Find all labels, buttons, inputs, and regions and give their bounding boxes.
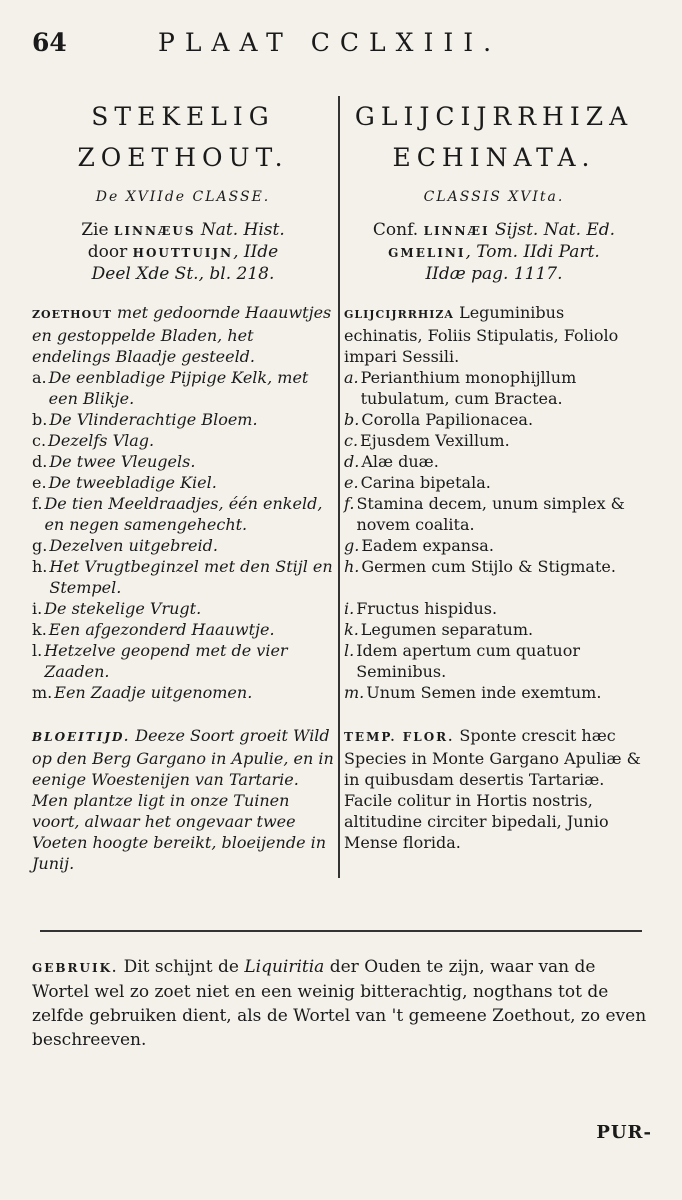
item-text: Idem apertum cum quatuor Seminibus. xyxy=(356,641,581,681)
item-label: a. xyxy=(344,368,359,387)
item-label: h. xyxy=(344,557,360,576)
item-label: i. xyxy=(344,599,355,618)
item-label: l. xyxy=(344,641,355,660)
item-label: b. xyxy=(344,410,360,429)
list-item xyxy=(344,598,644,619)
description-text: met gedoornde Haauwtjes en gestoppelde Bladen, het endelings Blaadje gesteeld. xyxy=(32,303,332,366)
ref-volume: IIdæ pag. 1117. xyxy=(425,264,563,284)
item-text: Dezelfs Vlag. xyxy=(48,431,155,450)
list-item xyxy=(32,682,334,703)
description-lead: ZOETHOUT xyxy=(32,308,112,321)
description-text: Leguminibus echinatis, Foliis Stipulatis, Foliolo impari Sessili. xyxy=(344,303,619,366)
item-label: k. xyxy=(32,620,47,639)
latin-column xyxy=(344,98,644,853)
plate-header: PLAAT CCLXIII. xyxy=(158,28,502,57)
item-text: Ejusdem Vexillum. xyxy=(360,431,510,450)
list-item xyxy=(344,493,644,535)
list-item xyxy=(344,409,644,430)
item-label: g. xyxy=(32,536,48,555)
item-text: De tien Meeldraadjes, één enkeld, en negen samengehecht. xyxy=(44,494,323,534)
item-label: f. xyxy=(32,494,43,513)
item-text: Dezelven uitgebreid. xyxy=(49,536,218,555)
ref-author: HOUTTUIJN xyxy=(132,246,234,260)
item-text: Unum Semen inde exemtum. xyxy=(366,683,602,702)
item-text: Een Zaadje uitgenomen. xyxy=(54,683,253,702)
flowering-text: Sponte crescit hæc Species in Monte Gargano Apuliæ & in quibusdam desertis Tartariæ. Facile colitur in Hortis nostris, altitudine circiter bipedali, Junio Mense florida. xyxy=(344,726,641,852)
list-item xyxy=(32,409,334,430)
list-item xyxy=(32,472,334,493)
ref-author: GMELINI xyxy=(388,246,466,260)
dutch-description xyxy=(32,302,334,367)
list-item xyxy=(344,556,644,577)
description-lead: GLIJCIJRRHIZA xyxy=(344,308,454,321)
page-number: 64 xyxy=(32,28,67,57)
usage-text: Dit schijnt de xyxy=(118,957,245,977)
list-item xyxy=(32,619,334,640)
usage-text: der Ouden te zijn, waar van de Wortel wel zo zoet niet en een weinig bitterachtig, nogthans tot de zelfde gebruiken dient, als de Wortel van 't gemeene Zoethout, zo even beschreeven. xyxy=(32,957,647,1050)
item-text: De tweebladige Kiel. xyxy=(48,473,217,492)
list-item xyxy=(344,640,644,682)
dutch-class: De XVIIde CLASSE. xyxy=(95,189,271,205)
usage-term: Liquiritia xyxy=(244,957,325,977)
item-text: Corolla Papilionacea. xyxy=(361,410,534,429)
dutch-title-line2: ZOETHOUT. xyxy=(77,143,289,172)
catchword: PUR- xyxy=(596,1122,652,1143)
latin-reference xyxy=(344,220,644,284)
item-text: Eadem expansa. xyxy=(361,536,494,555)
usage-lead: GEBRUIK. xyxy=(32,961,119,975)
list-item xyxy=(344,472,644,493)
item-text: Perianthium monophijllum tubulatum, cum Bractea. xyxy=(360,368,577,408)
item-label: f. xyxy=(344,494,355,513)
horizontal-rule xyxy=(40,930,642,932)
ref-volume: Deel Xde St., bl. 218. xyxy=(91,264,275,284)
usage-note xyxy=(32,955,648,1052)
list-item xyxy=(344,682,644,703)
latin-class: CLASSIS XVIta. xyxy=(423,189,565,205)
ref-work: Sijst. Nat. Ed. xyxy=(489,220,616,240)
latin-title-line2: ECHINATA. xyxy=(392,143,596,172)
list-item xyxy=(32,493,334,535)
dutch-flowering-note xyxy=(32,725,334,874)
item-label: k. xyxy=(344,620,359,639)
ref-work: , Tom. IIdi Part. xyxy=(465,242,600,262)
list-item xyxy=(32,367,334,409)
list-item xyxy=(32,556,334,598)
list-item xyxy=(32,598,334,619)
list-item xyxy=(344,430,644,451)
list-item xyxy=(344,535,644,556)
item-label: c. xyxy=(344,431,359,450)
item-label: d. xyxy=(32,452,48,471)
list-item xyxy=(344,367,644,409)
item-text: De Vlinderachtige Bloem. xyxy=(49,410,258,429)
ref-work: Nat. Hist. xyxy=(195,220,285,240)
item-text: Carina bipetala. xyxy=(360,473,491,492)
flowering-lead: TEMP. FLOR. xyxy=(344,730,455,744)
item-label: a. xyxy=(32,368,47,387)
item-text: Hetzelve geopend met de vier Zaaden. xyxy=(44,641,288,681)
item-label: l. xyxy=(32,641,43,660)
item-text: De stekelige Vrugt. xyxy=(44,599,202,618)
item-label: e. xyxy=(344,473,359,492)
item-label: i. xyxy=(32,599,43,618)
dutch-column xyxy=(32,98,334,874)
ref-text: door xyxy=(87,242,133,262)
ref-work: , IIde xyxy=(233,242,279,262)
list-item xyxy=(32,430,334,451)
item-text: Germen cum Stijlo & Stigmate. xyxy=(361,557,616,576)
list-item xyxy=(344,451,644,472)
ref-author: LINNÆI xyxy=(423,224,490,238)
list-spacer xyxy=(344,577,644,598)
item-text: Legumen separatum. xyxy=(360,620,534,639)
ref-text: Conf. xyxy=(372,220,424,240)
column-divider xyxy=(338,96,340,878)
latin-title-line1: GLIJCIJRRHIZA xyxy=(354,102,634,131)
item-label: m. xyxy=(344,683,365,702)
item-label: m. xyxy=(32,683,53,702)
list-item xyxy=(32,535,334,556)
dutch-reference xyxy=(32,220,334,284)
item-label: h. xyxy=(32,557,48,576)
item-label: b. xyxy=(32,410,48,429)
item-label: e. xyxy=(32,473,47,492)
ref-author: LINNÆUS xyxy=(113,224,196,238)
latin-flowering-note xyxy=(344,725,644,853)
item-text: De eenbladige Pijpige Kelk, met een Blikje. xyxy=(48,368,309,408)
latin-description xyxy=(344,302,644,367)
list-item xyxy=(32,451,334,472)
flowering-lead: BLOEITIJD. xyxy=(32,730,131,744)
item-text: Stamina decem, unum simplex & novem coalita. xyxy=(356,494,625,534)
list-item xyxy=(344,619,644,640)
item-label: g. xyxy=(344,536,360,555)
item-text: Fructus hispidus. xyxy=(356,599,498,618)
list-item xyxy=(32,640,334,682)
item-text: De twee Vleugels. xyxy=(49,452,196,471)
item-text: Alæ duæ. xyxy=(361,452,439,471)
flowering-text: Deeze Soort groeit Wild op den Berg Gargano in Apulie, en in eenige Woestenijen van Tartarie. Men plantze ligt in onze Tuinen voort, alwaar het ongevaar twee Voeten hoogte bereikt, bloeijende in Junij. xyxy=(32,726,334,873)
item-text: Het Vrugtbeginzel met den Stijl en Stempel. xyxy=(49,557,333,597)
item-label: c. xyxy=(32,431,47,450)
item-label: d. xyxy=(344,452,360,471)
ref-text: Zie xyxy=(81,220,114,240)
dutch-title-line1: STEKELIG xyxy=(91,102,275,131)
item-text: Een afgezonderd Haauwtje. xyxy=(48,620,275,639)
